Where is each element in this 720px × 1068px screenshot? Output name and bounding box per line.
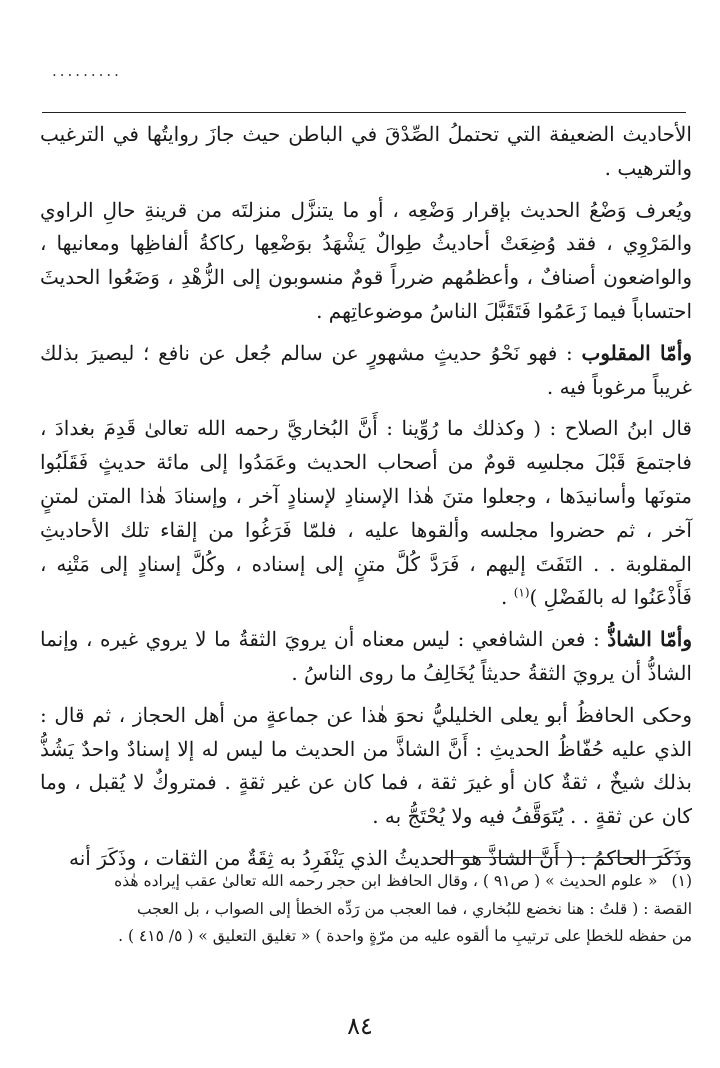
paragraph bbox=[40, 412, 692, 615]
paragraph-text: قال ابنُ الصلاح : ( وكذلك ما رُوِّينا : أَنَّ البُخاريَّ رحمه الله تعالىٰ قَدِمَ بغدادَ ، فاجتمعَ قَبْلَ مجلسِه قومٌ من أصحاب الحديث وعَمَدُوا إلى مائة حديثٍ فَقَلَبُوا متونَها وأسانيدَها ، وجعلوا متنَ هٰذا الإسنادِ لإسنادٍ آخر ، وإسنادَ هٰذا المتن لمتنٍ آخر ، ثم حضروا مجلسه وألقوها عليه ، فلمّا فَرَغُوا من إلقاء تلك الأحاديثِ المقلوبة . . التَفَتَ إليهم ، فَرَدَّ كُلَّ متنٍ إلى إسناده ، وكُلَّ إسنادٍ إلى مَتْنِه ، فَأَذْعَنُوا له بالفَضْلِ ) bbox=[40, 416, 693, 610]
footnote-line: من حفظه للخطإ على ترتيبِ ما ألقوه عليه من مرّةٍ واحدة ) « تغليق التعليق » ( ٥/ ٤١٥ ) . bbox=[118, 927, 692, 945]
main-text bbox=[40, 118, 692, 876]
paragraph-text: : فهو نَحْوُ حديثٍ مشهورٍ عن سالم جُعل عن نافع ؛ ليصيرَ بذلك غريباً مرغوباً فيه . bbox=[40, 340, 692, 399]
paragraph-lead: وأمّا المقلوب bbox=[581, 340, 692, 365]
footnote-line: القصة : ( قلتُ : هنا نخضع للبُخاري ، فما العجب من رَدِّه الخطأ إلى الصواب ، بل العجب bbox=[136, 899, 692, 918]
paragraph-text: : فعن الشافعي : ليس معناه أن يرويَ الثقةُ ما لا يروي غيره ، وإنما الشاذُّ أن يرويَ الثقةُ حديثاً يُخَالِفُ ما روى الناسُ . bbox=[40, 627, 692, 685]
header-rule bbox=[42, 112, 686, 113]
footnote-reference[interactable]: (١) bbox=[513, 585, 530, 600]
running-header-dots: ......... bbox=[52, 62, 122, 80]
footnote-number: (١) bbox=[671, 872, 692, 890]
paragraph-text: الأحاديث الضعيفة التي تحتملُ الصِّدْقَ في الباطن حيث جازَ روايتُها في الترغيب والترهيب . bbox=[40, 122, 692, 180]
paragraph bbox=[40, 337, 692, 405]
paragraph bbox=[40, 623, 692, 691]
page-number: ٨٤ bbox=[347, 1012, 373, 1040]
footnote-line bbox=[40, 868, 692, 896]
footnote-text: « علوم الحديث » ( ص٩١ ) ، وقال الحافظ ابن حجر رحمه الله تعالىٰ عقب إيراده هٰذه bbox=[114, 872, 658, 890]
paragraph-tail: . bbox=[500, 585, 514, 610]
paragraph-lead: وأمّا الشاذُّ bbox=[607, 627, 692, 652]
paragraph bbox=[40, 699, 692, 834]
paragraph bbox=[40, 194, 692, 329]
paragraph-text: ويُعرف وَضْعُ الحديث بإقرار وَضْعِه ، أو ما يتنزَّل منزلتَه من قرينةِ حالِ الراوي والمَرْوِي ، فقد وُضِعَتْ أحاديثُ طِوالٌ يَشْهَدُ بوَضْعِها ركاكةُ ألفاظِها ومعانيها ، والواضعون أصنافٌ ، وأعظمُهم ضرراً قومٌ منسوبون إلى الزُّهْدِ ، وَضَعُوا الحديثَ احتساباً فيما زَعَمُوا فَتَقَبَّلَ الناسُ موضوعاتِهم . bbox=[40, 197, 692, 323]
paragraph bbox=[40, 118, 692, 186]
paragraph-text: وذَكَرَ الحاكمُ : ( أَنَّ الشاذَّ هو الحديثُ الذي يَنْفَرِدُ به ثِقَةٌ من الثقات ، وذَكَرَ أنه bbox=[69, 845, 692, 870]
paragraph-text: وحكى الحافظُ أبو يعلى الخليليُّ نحوَ هٰذا عن جماعةٍ من أهل الحجاز ، ثم قال : الذي عليه حُفّاظُ الحديثِ : أَنَّ الشاذَّ من الحديث ما ليس له إلا إسنادٌ واحدٌ يَشُذُّ بذلك شيخٌ ، ثقةٌ كان أو غيرَ ثقة ، فما كان عن غير ثقةٍ . فمتروكٌ لا يُقبل ، وما كان عن ثقةٍ . . يُتَوَقَّفُ فيه ولا يُحْتَجُّ به . bbox=[40, 702, 692, 829]
footnote-rule bbox=[440, 857, 690, 858]
footnote bbox=[40, 868, 692, 951]
